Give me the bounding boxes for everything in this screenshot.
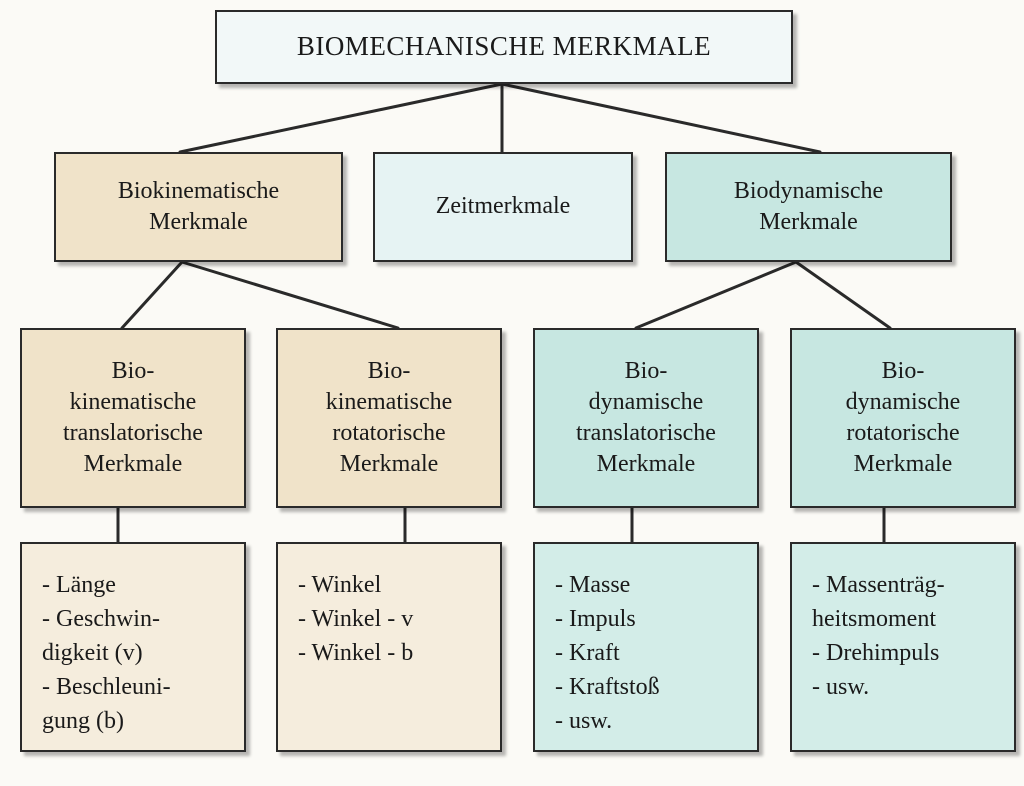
node-biodynamische-rotatorische-merkmale: Bio- dynamische rotatorische Merkmale bbox=[790, 328, 1016, 508]
node-biokinematische-merkmale: Biokinematische Merkmale bbox=[54, 152, 343, 262]
connector-root-biodynamische bbox=[502, 84, 820, 152]
connector-biodynamische-rotatorisch bbox=[796, 262, 890, 328]
node-biokinematische-translatorische-merkmale: Bio- kinematische translatorische Merkmale bbox=[20, 328, 246, 508]
connector-root-biokinematische bbox=[180, 84, 502, 152]
list-dynamic-translational: - Masse - Impuls - Kraft - Kraftstoß - usw. bbox=[533, 542, 759, 752]
list-dynamic-rotational: - Massenträg- heitsmoment - Drehimpuls - usw. bbox=[790, 542, 1016, 752]
list-kinematic-translational: - Länge - Geschwin- digkeit (v) - Beschleuni- gung (b) bbox=[20, 542, 246, 752]
root-node: BIOMECHANISCHE MERKMALE bbox=[215, 10, 793, 84]
node-biokinematische-rotatorische-merkmale: Bio- kinematische rotatorische Merkmale bbox=[276, 328, 502, 508]
node-biodynamische-translatorische-merkmale: Bio- dynamische translatorische Merkmale bbox=[533, 328, 759, 508]
node-zeitmerkmale: Zeitmerkmale bbox=[373, 152, 633, 262]
connector-biokinematische-rotatorisch bbox=[182, 262, 398, 328]
list-kinematic-rotational: - Winkel - Winkel - v - Winkel - b bbox=[276, 542, 502, 752]
connector-biokinematische-translatorisch bbox=[122, 262, 182, 328]
node-biodynamische-merkmale: Biodynamische Merkmale bbox=[665, 152, 952, 262]
connector-biodynamische-translatorisch bbox=[636, 262, 796, 328]
